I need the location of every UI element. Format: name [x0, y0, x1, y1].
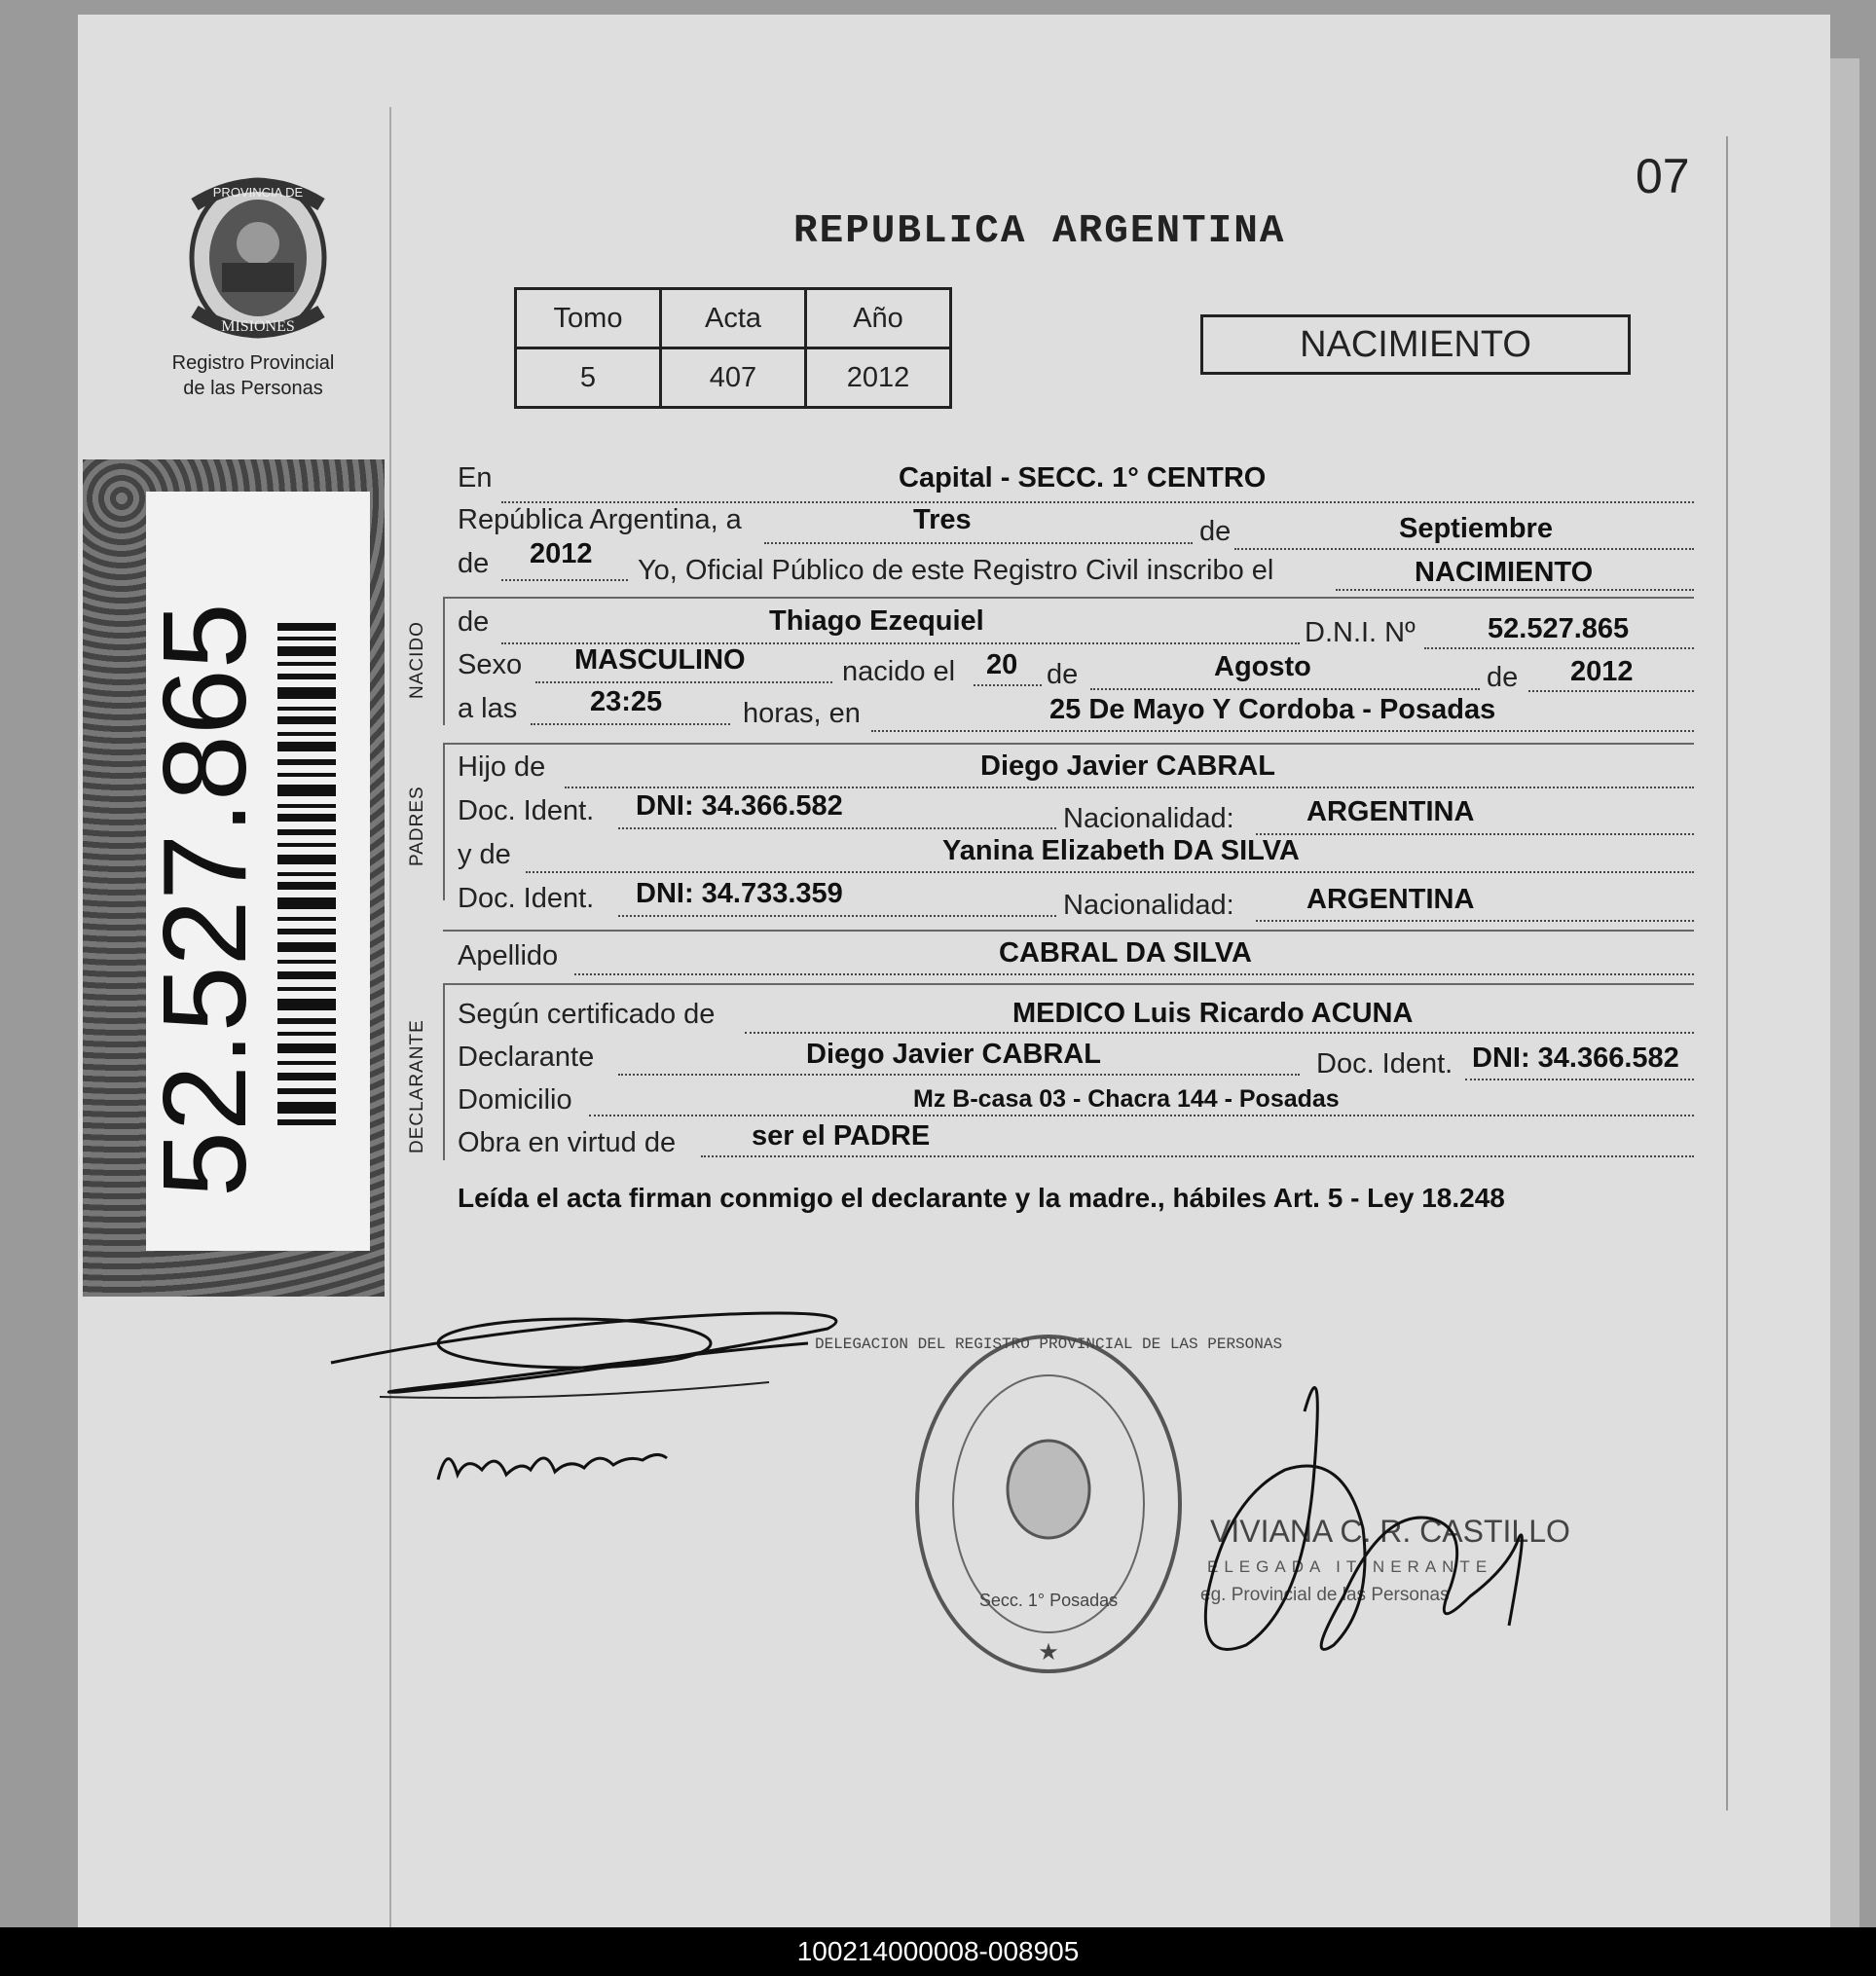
value-domicilio: Mz B-casa 03 - Chacra 144 - Posadas	[913, 1085, 1340, 1113]
label-domicilio: Domicilio	[458, 1084, 572, 1116]
side-label-nacido: NACIDO	[407, 621, 427, 699]
dots	[618, 827, 1056, 829]
svg-text:PROVINCIA DE: PROVINCIA DE	[212, 185, 304, 200]
label-de-3: de	[458, 606, 490, 638]
dots	[974, 684, 1042, 686]
dots	[1256, 833, 1694, 835]
label-doc-ident-3: Doc. Ident.	[1316, 1048, 1453, 1079]
value-nac-mes: Agosto	[1214, 651, 1311, 682]
value-acta: 407	[661, 348, 806, 408]
value-padre-doc: DNI: 34.366.582	[636, 790, 843, 822]
dots	[618, 915, 1056, 917]
value-dia: Tres	[913, 504, 972, 535]
record-table	[514, 287, 952, 409]
officer-registry: eg. Provincial de las Personas	[1200, 1585, 1450, 1605]
dots	[1090, 688, 1480, 690]
dots	[526, 871, 1694, 873]
label-nacionalidad: Nacionalidad:	[1063, 803, 1234, 834]
officer-signature	[1188, 1353, 1538, 1694]
closing-statement: Leída el acta firman conmigo el declarante y la madre., hábiles Art. 5 - Ley 18.248	[458, 1183, 1505, 1213]
value-padre: Diego Javier CABRAL	[980, 750, 1275, 782]
label-nacionalidad-2: Nacionalidad:	[1063, 890, 1234, 921]
label-doc-ident: Doc. Ident.	[458, 795, 595, 826]
header-acta: Acta	[661, 289, 806, 348]
barcode-number: 52.527.865	[138, 603, 271, 1197]
label-de-2: de	[458, 548, 490, 579]
section-divider	[443, 983, 1694, 985]
value-madre: Yanina Elizabeth DA SILVA	[942, 835, 1300, 866]
dots	[1528, 690, 1694, 692]
section-divider	[443, 743, 1694, 745]
label-segun-certificado: Según certificado de	[458, 999, 716, 1030]
svg-text:★: ★	[1038, 1639, 1059, 1665]
barcode-bars	[277, 623, 336, 1129]
dots	[501, 579, 628, 581]
dots	[1234, 548, 1694, 550]
value-nac-dia: 20	[986, 649, 1018, 680]
value-hora: 23:25	[590, 686, 663, 717]
side-label-declarante: DECLARANTE	[407, 1019, 427, 1153]
dots	[701, 1155, 1694, 1157]
value-mes: Septiembre	[1399, 513, 1553, 544]
side-label-padres: PADRES	[407, 786, 427, 866]
value-padre-nac: ARGENTINA	[1306, 796, 1475, 827]
dots	[531, 723, 730, 725]
label-apellido: Apellido	[458, 940, 559, 971]
label-declarante: Declarante	[458, 1042, 595, 1073]
label-dni: D.N.I. Nº	[1305, 617, 1416, 648]
book-edge	[1830, 58, 1859, 1927]
value-tomo: 5	[516, 348, 661, 408]
value-madre-nac: ARGENTINA	[1306, 884, 1475, 915]
stamp-inner-text: Secc. 1° Posadas	[978, 1591, 1119, 1610]
value-nombre: Thiago Ezequiel	[769, 605, 984, 637]
dots	[574, 973, 1694, 975]
section-divider	[443, 930, 1694, 932]
label-y-de: y de	[458, 839, 511, 870]
value-sexo: MASCULINO	[574, 644, 746, 676]
dots	[764, 542, 1193, 544]
value-nac-anio: 2012	[1570, 656, 1634, 687]
label-obra-virtud: Obra en virtud de	[458, 1127, 677, 1158]
right-margin-line	[1726, 136, 1728, 1811]
value-lugar-nac: 25 De Mayo Y Cordoba - Posadas	[1049, 694, 1496, 725]
dots	[871, 730, 1694, 732]
folio-number: 07	[1636, 149, 1690, 203]
dots	[1256, 920, 1694, 922]
page-title: REPUBLICA ARGENTINA	[793, 209, 1286, 254]
value-declarante-doc: DNI: 34.366.582	[1472, 1043, 1679, 1074]
section-bracket	[443, 745, 445, 900]
label-doc-ident-2: Doc. Ident.	[458, 883, 595, 914]
value-dni: 52.527.865	[1488, 613, 1630, 644]
svg-text:MISIONES: MISIONES	[221, 318, 295, 335]
dots	[1336, 589, 1694, 591]
value-declarante: Diego Javier CABRAL	[806, 1039, 1101, 1070]
section-divider	[443, 597, 1694, 599]
mother-signature	[428, 1431, 681, 1499]
gutter-line	[389, 107, 391, 1927]
dots	[565, 787, 1694, 788]
value-apellido: CABRAL DA SILVA	[999, 937, 1252, 969]
label-de: de	[1199, 516, 1232, 547]
label-nacido-el: nacido el	[842, 656, 956, 687]
official-stamp	[814, 1329, 1283, 1679]
label-a-las: a las	[458, 693, 518, 724]
value-virtud: ser el PADRE	[752, 1120, 931, 1152]
dots	[1424, 647, 1694, 649]
label-de-5: de	[1487, 662, 1519, 693]
label-horas-en: horas, en	[743, 698, 861, 729]
dots	[589, 1115, 1694, 1116]
value-anio: 2012	[806, 348, 951, 408]
dots	[501, 501, 1694, 503]
dots	[1465, 1079, 1694, 1080]
section-bracket	[443, 599, 445, 725]
officer-role: ELEGADA ITINERANTE	[1207, 1557, 1493, 1576]
registry-name: Registro Provincial de las Personas	[171, 352, 335, 399]
province-emblem-icon	[175, 165, 341, 346]
value-lugar: Capital - SECC. 1° CENTRO	[899, 462, 1267, 494]
value-certificado: MEDICO Luis Ricardo ACUNA	[1012, 998, 1414, 1029]
label-en: En	[458, 462, 493, 494]
label-yo-oficial: Yo, Oficial Público de este Registro Civil inscribo el	[638, 555, 1274, 586]
header-tomo: Tomo	[516, 289, 661, 348]
value-madre-doc: DNI: 34.733.359	[636, 878, 843, 909]
label-sexo: Sexo	[458, 649, 523, 680]
stamp-ring-text: DELEGACION DEL REGISTRO PROVINCIAL DE LAS PERSONAS	[814, 1336, 1283, 1353]
label-hijo-de: Hijo de	[458, 751, 546, 783]
dots	[535, 681, 832, 683]
dots	[618, 1074, 1300, 1076]
officer-name: VIVIANA C. R. CASTILLO	[1210, 1514, 1570, 1549]
scan-id-bar: 100214000008-008905	[0, 1927, 1876, 1976]
section-bracket	[443, 985, 445, 1160]
record-type-box: NACIMIENTO	[1200, 314, 1631, 375]
label-de-4: de	[1047, 659, 1079, 690]
label-republica: República Argentina, a	[458, 504, 742, 535]
declarant-signature	[321, 1285, 866, 1411]
value-acto: NACIMIENTO	[1415, 557, 1594, 588]
value-anio: 2012	[530, 538, 593, 569]
dots	[745, 1032, 1694, 1034]
header-anio: Año	[806, 289, 951, 348]
